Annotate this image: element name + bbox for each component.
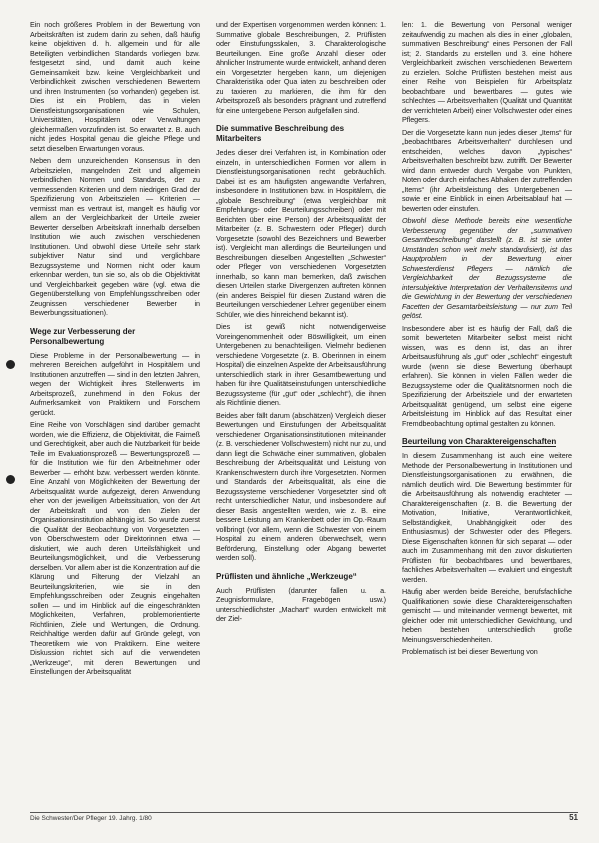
paragraph: Der die Vorgesetzte kann nun jedes dieser „Items“ für „beobachtbares Arbeitsverhalten“ durchlesen und entscheiden, welches davon „typisches“ Arbeitsverhalten beschreibt bzw. zutrifft. Der Bewerter wird dann entweder durch Vergabe von Punkten, Noten oder durch einfaches Abhaken der zutreffenden „Items“ (ihr Arbeitsleistung des Untergebenen — sowie er eine Einblick in einen Arbeitsablauf hat — bewerten oder einstufen. [402,127,572,213]
paragraph: Beides aber fällt darum (abschätzen) Vergleich dieser Bewertungen und Einstufungen der Arbeitsqualität verschiedener Organisationsinstitutionen miteinander (z. B. verschiedener Vollschwestern) nicht nur zu, und dann liegt die Schwäche einer summativen, globalen Beschreibung der Arbeitsqualität und Leistung von Krankenschwestern durch ihre Vorgesetzten. Normen und Standards der Arbeitsqualität, als eine die Bezugssysteme verschiedener Vorgesetzter sind oft recht unterschiedlicher Natur, und insbesondere auf dieser Basis angestellten werden, wie z. B. eine bessere Leistung am Krankenbett oder im Op.-Raum vollbringt (vor allem, wenn die Schwester von einem Hospital zu einem anderen überwechselt, wenn Beförderung, Einstellung oder Abgang bewertet werden soll). [216,410,386,562]
paragraph: und der Expertisen vorgenommen werden können: 1. Summative globale Beschreibungen, 2. Prüflisten oder Einstufungsskalen, 3. Charakterologische Beurteilungen. Eine große Anzahl dieser oder ähnlicher Instrumente wurde entwickelt, anhand deren ein Vorgesetzter hergeben kann, um diejenigen Charakteristika oder Qua iaten zu beschreiben oder zu taxieren zu markieren, die ihm für den Arbeitsprozeß als besonders prägnant und zutreffend für eine untergebene Person aufgefallen sind. [216,20,386,115]
section-heading: Wege zur Verbesserung der Personalbewertung [30,326,136,346]
paragraph: Diese Probleme in der Personalbewertung — in mehreren Bereichen aufgeführt in Hospitälern und Institutionen anzutreffen — sind in den letzten Jahren, wegen der Wichtigkeit ihres Stellenwerts im Arbeitsprozeß, zunehmend in den Fokus der Aufmerksamkeit von Praktikern und Forschern gerückt. [30,350,200,417]
paragraph: Ein noch größeres Problem in der Bewertung von Arbeitskräften ist zudem darin zu sehen, daß häufig keine objektiven d. h. allgemein und für alle Beteiligten verbindlichen Standards vorliegen bzw. festgesetzt sind, und damit auch keine Gemeinsamkeit bzw. keine Vergleichbarkeit und Verbindlichkeit zwischen verschiedenen Bewertern und ihren Instrumenten (so vorhanden) gegeben ist. Dies ist ein Problem, das in vielen Dienstleistungsorganisationen wie Schulen, Universitäten, Hospitälern oder Verwaltungen gleichermaßen vorzufinden ist. So erwartet z. B. auch nicht jedes Hospital genau die gleiche Pflege und setzt dieselben Erwartungen voraus. [30,20,200,153]
paragraph: len: 1. die Bewertung von Personal weniger zeitaufwendig zu machen als dies in einer „globalen, summativen Beschreibung“ eines Personen der Fall ist; 2. Standards zu erstellen und 3. eine höhere Vergleichbarkeit zwischen verschiedenen Bewertern zu erzielen. Solche Prüflisten bestehen meist aus einer Reihe von Beispielen für Arbeitsplatz beobachtbare und bewertbares — gutes wie schlechtes — Arbeitsverhalten (Qualität und Quantität der verrichteten Arbeit) einer Vollschwester oder eines Pflegers. [402,20,572,124]
section-heading: Die summative Beschreibung des Mitarbeiters [216,124,345,143]
article-page [30,20,578,820]
paragraph: Insbesondere aber ist es häufig der Fall, daß die somit bewerteten Mitarbeiter selbst meist nicht wissen, was es denn ist, das an ihrer Arbeitsausführung als „gut“ oder „schlecht“ eingestuft wurde (wenn sie diese Bewertung überhaupt erfahren). Sie können in vielen Fällen weder die Bezugssysteme oder die Qualitätsnormen noch die Spezifizierung der Arbeitsziele und der erwarteten Arbeitsqualität genügend, um selbst eine eigene Arbeitsleistung im Hinblick auf das Resultat einer Fremdbeobachtung optimal gestalten zu können. [402,323,572,428]
section-heading [402,437,572,447]
paragraph: Neben dem unzureichenden Konsensus in den Arbeitszielen, mangelnden Zeit und allgemein verbindlichen Normen und Standards, der zu vermessenden Kriterien und dem niedrigen Grad der Spezifizierung von Arbeitszielen — Kriterien — vermisst man es vertraut ist, mangelt es häufig vor allem an der Vergleichbarkeit der Urteile zweier Bewerter derselben Arbeitskraft innerhalb derselben Institution wie auch zwischen verschiedenen Institutionen. Und obwohl diese Urteile sehr stark subjektiver Natur sind und verglichbare Bezugssysteme und Normen nicht oder kaum erkennbar werden, tun sie so, als ob die Objektivität und Vergleichbarkeit gegeben wäre (vgl. etwa die Gegenüberstellung von Empfehlungsschreiben oder Zeugnissen verschiedener Bewerber in Bewerbungssituationen). [30,156,200,317]
column-2 [216,20,386,820]
paragraph: Jedes dieser drei Verfahren ist, in Kombination oder einzeln, in unterschiedlichen Formen vor allem in Dienstleistungsorganisationen recht gebräuchlich. Dabei ist es am häufigsten angewandte Verfahren, insbesondere in Institutionen bzw. in Hospitälern, die „globale Beschreibung“ (etwa vergleichbar mit Empfehlungs- oder Beurteilungsschreiben) oder mit Berichten über eine Person) der Arbeitsqualität der Mitarbeiter (z. B. Schwestern oder Pfleger) durch Vorgesetzte (sowohl des Bezeichners und Bewerber ist). Vergleicht man allerdings die Beurteilungen und Beschreibungen dieselben Angestellten „Schwester“ oder Pfleger von verschiedenen Vorgesetzten innerhalb, so kann man bemerken, daß zwischen diesen Urteilen starke Divergenzen auftreten können (ein anderes Beispiel für diesen Zustand wären die Beurteilungen verschiedener Lehrer gegenüber einem Schüler, wie dies hinreichend bekannt ist). [216,148,386,319]
page-footer [30,812,578,825]
paragraph: In diesem Zusammenhang ist auch eine weitere Methode der Personalbewertung in Institutionen und Dienstleistungsorganisationen zu erwähnen, die nämlich deutlich wird. Die Bewertung bestimmter für die Arbeitsausführung als notwendig erachteter — Charaktereigenschaften (z. B. die Bewertung der Motivation, Initiative, Verantwortlichkeit, Selbständigkeit, Unabhängigkeit oder des Enthusiasmus) der Schwester oder des Pflegers. Diese Eigenschaften können für sich separat — oder auch im Zusammenhang mit den zuvor diskutierten Prüflisten für beobachtbares und bewertbares, fachliches Arbeitsverhalten — evaluiert und eingestuft werden. [402,451,572,584]
section-heading: Prüflisten und ähnliche „Werkzeuge“ [216,571,357,581]
punch-hole-bottom [6,475,15,484]
paragraph: Problematisch ist bei dieser Bewertung von [402,647,538,656]
column-3 [402,20,572,820]
paragraph: Auch Prüflisten (darunter fallen u. a. Zeugnisformulare, Fragebögen usw.) unterschiedlichster „Machart“ wurden entwickelt mit der Ziel- [216,585,386,623]
paragraph: Häufig aber werden beide Bereiche, berufsfachliche Qualifikationen sowie diese Charaktereigenschaften gemischt — und miteinander vermengt bewertet, mit gleicher oder mit unterschiedlicher Gewichtung, und heben bestehen unterschiedlich große Meinungsverschiedenheiten. [402,587,572,644]
paragraph: Dies ist gewiß nicht notwendigerweise Voreingenommenheit oder Böswilligkeit, um einen Untergebenen zu benachteiligen. Vielmehr bedienen verschiedene Vorgesetzte (z. B. Oberinnen in einem Hospital) die einzelnen Aspekte der Arbeitsausführung unterschiedlich stark in ihrer Gesamtbewertung und haben für ihre Qualitätseinstufungen unterschiedliche Bezugssysteme (für „gut“ oder „schlecht“), die ihnen als Richtlinie dienen. [216,322,386,407]
punch-hole-top [6,360,15,369]
page-number: 51 [569,813,578,822]
paragraph: Eine Reihe von Vorschlägen sind darüber gemacht worden, wie die Effizienz, die Objektivität, die Fairneß und Gerechtigkeit, aber auch die Nutzbarkeit für beide Teile im Evaluationsprozeß — Bewertungsprozeß — für die Institution wie für den Arbeitnehmer oder Bewerber — erhöht bzw. verbessert werden könnte. Eine Anzahl von Möglichkeiten der Bewertung der Arbeitsqualität wurde aufgezeigt, deren Anwendung eher von der jeweiligen Arbeitssituation, von der Art der Arbeitskraft und von den Zielen der Organisationsinstitution abhängig ist. So wurde zuerst die Qualität der Beobachtung von Vorgesetzten — von Oberschwestern oder Direktorinnen etwa — diskutiert, wie auch deren Urteilsfähigkeit und Beurteilungsmöglichkeit, und die Verbesserung derselben. Vor allem aber ist die Konzentration auf die Klärung und Filterung der Vielzahl an Beurteilungskriterien, wie sie in den Empfehlungsschreiben oder Zeugnis eingehalten sollen — und im Hinblick auf die eingeschränkten Möglichkeiten, Verfahren, problemorientierte Richtlinien, Ziele und Wertungen, die Ordnung. Reichhaltige werden dafür auf Gründe gelegt, von Theoretikern wie von Praktikern. Eine weitere Diskussion richtet sich auf die verwendeten „Werkzeuge“, mit deren Bewertungen und Einstellungen der Arbeitsqualität [30,420,200,676]
paragraph-emphasis: Obwohl diese Methode bereits eine wesentliche Verbesserung gegenüber der „summativen Gesamtbeschreibung“ darstellt (z. B. ist sie unter Umständen schon weit mehr standardisiert), ist das Hauptproblem in der Bewertung einer Schwesterdienst Pflegers — nämlich die Vergleichbarkeit der Bezugssysteme die intersubjektive Interpretation der Verhaltensitems und die Gewichtung in der Bewertung der verschiedenen Facetten der Gesamtarbeitsleistung — nur zum Teil gelöst. [402,216,572,320]
section-heading-text: Beurteilung von Charaktereigenschaften [402,437,557,446]
journal-citation: Die Schwester/Der Pfleger 19. Jahrg. 1/80 [30,815,152,822]
column-1 [30,20,200,820]
